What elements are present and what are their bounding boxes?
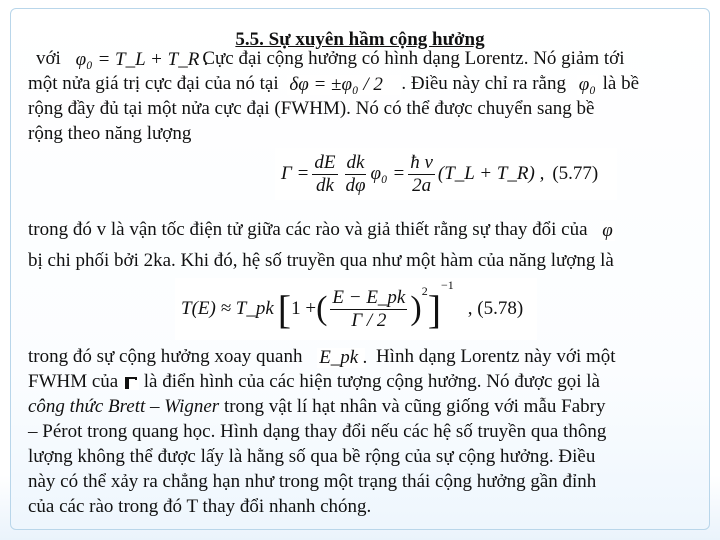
para3-line4: – Pérot trong quang học. Hình dạng thay đổi nếu các hệ số truyền qua thông (28, 421, 607, 442)
formula-E-pk: E_pk . (319, 346, 368, 368)
para3-line7: của các rào trong đó T thay đổi nhanh chóng. (28, 496, 372, 517)
formula-phi0: φ₀ (578, 73, 596, 95)
formula-delta-phi: δφ = ±φ₀ / 2 (287, 75, 401, 95)
numerator: E − E_pk (332, 286, 406, 308)
text: FWHM của (28, 371, 119, 392)
eq-tail: (T_L + T_R) , (437, 163, 545, 184)
para1-line1 (28, 47, 708, 71)
denominator: dk (315, 174, 334, 196)
text: là bề (602, 73, 640, 94)
eq-one: 1 + (291, 298, 317, 319)
denominator: Γ / 2 (351, 309, 387, 331)
eq-lhs: Γ = (281, 163, 310, 184)
left-paren: ( (316, 290, 328, 327)
equation-5-77 (275, 148, 617, 200)
equation-number: (5.77) (552, 163, 599, 184)
text: với (36, 48, 61, 69)
para3-line1 (28, 345, 708, 369)
text: Cực đại cộng hưởng có hình dạng Lorentz. Nó giảm tới (202, 48, 625, 69)
para2-line1 (28, 218, 708, 242)
italic-term: công thức Brett – Wigner (28, 396, 220, 417)
left-bracket: [ (277, 286, 292, 332)
slide-title: 5.5. Sự xuyên hầm cộng hưởng (235, 29, 485, 50)
denominator: dφ (345, 174, 366, 196)
fraction (344, 152, 368, 197)
equation-number: , (5.78) (467, 298, 524, 319)
para3-line5: lượng không thể được lấy là hằng số qua bề rộng của sự cộng hưởng. Điều (28, 446, 596, 467)
para1-line2 (28, 72, 708, 96)
numerator: ħ v (410, 151, 433, 173)
para2-line2: bị chi phối bởi 2ka. Khi đó, hệ số truyền qua như một hàm của năng lượng là (28, 250, 614, 271)
text: là điển hình của các hiện tượng cộng hưởng. Nó được gọi là (143, 371, 600, 392)
exponent-neg1: −1 (441, 278, 454, 292)
equation-5-78 (175, 278, 537, 340)
para3-line6: này có thể xảy ra chẳng hạn như trong một trạng thái cộng hưởng gần đỉnh (28, 471, 597, 492)
gamma-symbol-icon (123, 376, 139, 390)
fraction (408, 152, 435, 197)
text: trong đó v là vận tốc điện tử giữa các rào và giả thiết rằng sự thay đổi của (28, 219, 588, 240)
para1-line3: rộng đầy đủ tại một nửa cực đại (FWHM). Nó có thể được chuyển sang bề (28, 98, 595, 119)
numerator: dk (346, 151, 365, 173)
fraction (330, 287, 407, 332)
text: một nửa giá trị cực đại của nó tại (28, 73, 279, 94)
exponent-2: 2 (421, 284, 428, 298)
para1-line4: rộng theo năng lượng (28, 123, 192, 144)
right-bracket: ] (427, 286, 442, 332)
text: Hình dạng Lorentz này với một (375, 346, 616, 367)
para3-line3 (28, 395, 708, 419)
denominator: 2a (412, 174, 432, 196)
eq-mid: φ₀ = (370, 163, 406, 184)
eq-lhs: T(E) ≈ T_pk (181, 298, 274, 319)
formula-phi0-inline: φ₀ = T_L + T_R . (75, 48, 209, 70)
formula-phi: φ (602, 219, 613, 241)
text: trong vật lí hạt nhân và cũng giống với mẫu Fabry (223, 396, 606, 417)
para3-line2 (28, 370, 708, 394)
text: . Điều này chỉ ra rằng (401, 73, 566, 94)
numerator: dE (314, 151, 336, 173)
right-paren: ) (410, 290, 422, 327)
text: trong đó sự cộng hưởng xoay quanh (28, 346, 303, 367)
fraction (312, 152, 337, 197)
